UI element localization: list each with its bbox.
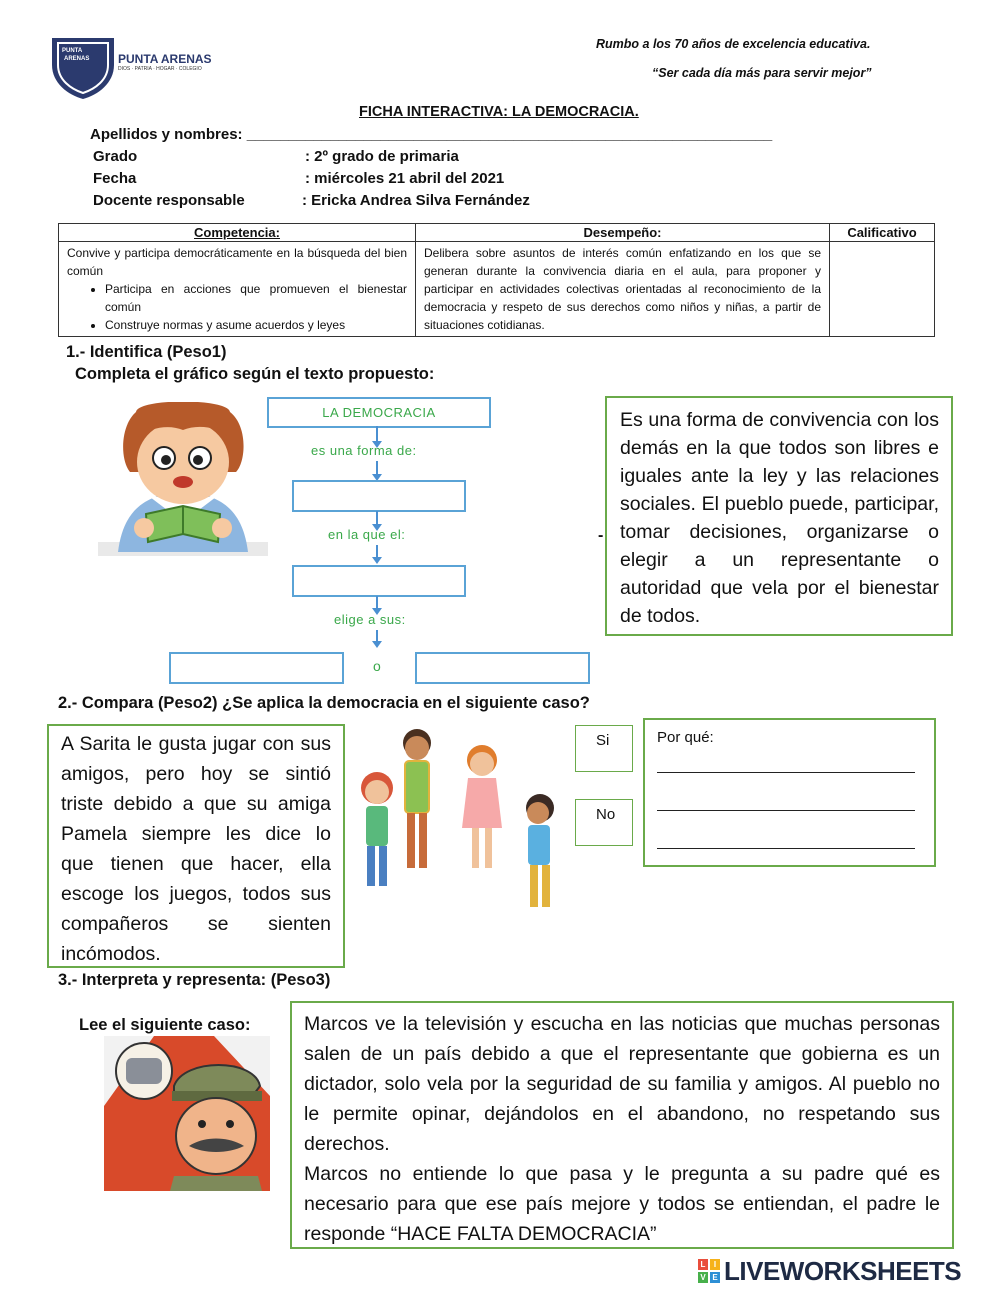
tagline-1: Rumbo a los 70 años de excelencia educativa. bbox=[596, 37, 871, 51]
definition-box bbox=[605, 396, 953, 636]
answer-box-autoridades[interactable] bbox=[415, 652, 590, 684]
logo-grid bbox=[698, 1259, 720, 1283]
shield-text-b: ARENAS bbox=[64, 56, 90, 62]
answer-box-forma[interactable] bbox=[292, 480, 466, 512]
school-name-b: ARENAS bbox=[160, 52, 212, 66]
dictator-illustration bbox=[104, 1036, 270, 1191]
story-box bbox=[290, 1001, 954, 1249]
story-paragraph-2: Marcos no entiende lo que pasa y le pregunta a su padre qué es necesario para que ese país mejore y todos se entiendan, el padre le responde “HACE FALTA DEMOCRACIA” bbox=[304, 1163, 940, 1245]
flow-title: LA DEMOCRACIA bbox=[322, 405, 436, 420]
story-paragraph-1: Marcos ve la televisión y escucha en las noticias que muchas personas salen de un país debido a que el representante que gobierna es un dictador, solo vela por la seguridad de su familia y amigos. Al pueblo no le permite opinar, dejándolos en el abandono, no respetando sus derechos. bbox=[304, 1013, 940, 1155]
brand-name: LIVEWORKSHEETS bbox=[724, 1256, 962, 1286]
case-text: A Sarita le gusta jugar con sus amigos, pero hoy se sintió triste debido a que su amiga Pamela siempre les dice lo que tienen que hacer, ella escoge los juegos, todos sus compañeros se sienten incómodos. bbox=[61, 733, 331, 965]
yes-label: Si bbox=[596, 732, 610, 749]
school-logo bbox=[48, 35, 212, 101]
flow-label-3: elige a sus: bbox=[334, 612, 406, 627]
case-box bbox=[47, 724, 345, 968]
grade-label: Grado bbox=[93, 148, 138, 165]
flow-arrow bbox=[376, 545, 378, 558]
logo-letter: I bbox=[710, 1259, 720, 1270]
teacher-label: Docente responsable bbox=[93, 192, 245, 209]
why-answer-line[interactable] bbox=[657, 750, 915, 773]
col-desempeno: Desempeño: bbox=[416, 224, 830, 242]
date-value: : miércoles 21 abril del 2021 bbox=[305, 170, 505, 187]
answer-box-pueblo[interactable] bbox=[292, 565, 466, 597]
flow-arrow bbox=[376, 461, 378, 475]
why-label: Por qué: bbox=[657, 729, 714, 746]
teacher-value: : Ericka Andrea Silva Fernández bbox=[302, 192, 530, 209]
why-answer-line[interactable] bbox=[657, 826, 915, 849]
page-title: FICHA INTERACTIVA: LA DEMOCRACIA. bbox=[359, 104, 639, 120]
school-shield-icon bbox=[48, 35, 118, 101]
no-label: No bbox=[596, 806, 616, 823]
competencia-item: • Construye normas y asume acuerdos y leyes bbox=[105, 316, 407, 334]
name-row bbox=[90, 126, 772, 143]
answer-box-representantes[interactable] bbox=[169, 652, 344, 684]
competencia-cell bbox=[59, 242, 416, 337]
calificativo-cell[interactable] bbox=[830, 242, 935, 337]
liveworksheets-logo bbox=[698, 1257, 994, 1287]
school-motto: DIOS · PATRIA · HOGAR · COLEGIO bbox=[118, 66, 202, 72]
shield-text-a: PUNTA bbox=[62, 48, 83, 54]
definition-text: Es una forma de convivencia con los demás en la que todos son libres e iguales ante la ley y las relaciones sociales. El pueblo puede, participar, tomar decisiones, organizarse o elegir a un representante o autoridad que vela por el bienestar de todos. bbox=[620, 409, 939, 627]
date-label: Fecha bbox=[93, 170, 137, 187]
flow-label-1: es una forma de: bbox=[311, 443, 417, 458]
col-calificativo: Calificativo bbox=[830, 224, 935, 242]
logo-letter: V bbox=[698, 1272, 708, 1283]
name-line[interactable]: _______________________________________________________________ bbox=[246, 126, 773, 143]
competency-table bbox=[58, 223, 935, 337]
logo-letter: L bbox=[698, 1259, 708, 1270]
section2-title: 2.- Compara (Peso2) ¿Se aplica la democracia en el siguiente caso? bbox=[58, 694, 590, 712]
children-illustration bbox=[352, 728, 572, 918]
tagline-2: “Ser cada día más para servir mejor” bbox=[652, 66, 872, 80]
why-box bbox=[643, 718, 936, 867]
read-label: Lee el siguiente caso: bbox=[79, 1016, 251, 1034]
name-label: Apellidos y nombres: bbox=[90, 126, 243, 143]
no-option[interactable] bbox=[575, 799, 633, 846]
grade-value: : 2º grado de primaria bbox=[305, 148, 459, 165]
section1-instruction: Completa el gráfico según el texto propuesto: bbox=[75, 365, 435, 383]
or-label: o bbox=[373, 658, 382, 674]
school-name bbox=[118, 52, 212, 66]
flow-label-2: en la que el: bbox=[328, 527, 406, 542]
flow-arrow bbox=[376, 511, 378, 525]
flow-arrow bbox=[376, 630, 378, 642]
col-competencia: Competencia: bbox=[59, 224, 416, 242]
yes-option[interactable] bbox=[575, 725, 633, 772]
why-answer-line[interactable] bbox=[657, 788, 915, 811]
boy-reading-illustration bbox=[98, 402, 268, 572]
dash-mark: - bbox=[598, 527, 604, 544]
logo-letter: E bbox=[710, 1272, 720, 1283]
school-name-a: PUNTA bbox=[118, 52, 158, 66]
section1-title: 1.- Identifica (Peso1) bbox=[66, 343, 227, 361]
competencia-item: • Participa en acciones que promueven el bienestar común bbox=[105, 280, 407, 316]
flow-arrow bbox=[376, 426, 378, 442]
section3-title: 3.- Interpreta y representa: (Peso3) bbox=[58, 971, 331, 989]
flow-arrow bbox=[376, 596, 378, 609]
flow-title-box bbox=[267, 397, 491, 428]
competencia-text: Convive y participa democráticamente en la búsqueda del bien común bbox=[67, 246, 407, 278]
desempeno-cell: Delibera sobre asuntos de interés común enfatizando en los que se generan durante la convivencia diaria en el aula, para proponer y participar en actividades colectivas orientadas al reconocimiento de la democracia y respeto de sus derechos como niños y niñas, a partir de situaciones cotidianas. bbox=[416, 242, 830, 337]
